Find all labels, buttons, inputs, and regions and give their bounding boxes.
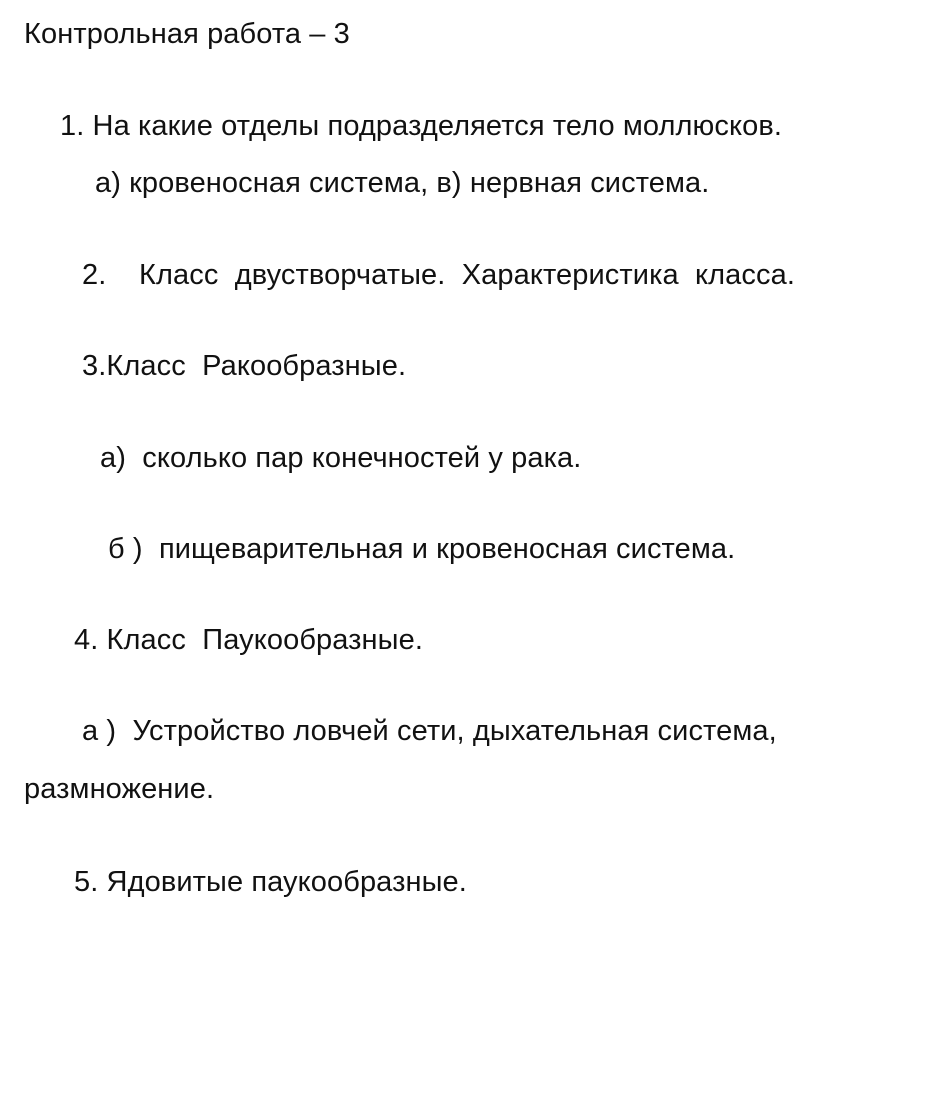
question-4-item-a: а ) Устройство ловчей сети, дыхательная система, [82, 715, 777, 747]
question-4: 4. Класс Паукообразные. [74, 624, 423, 656]
document-title: Контрольная работа – 3 [24, 18, 350, 50]
question-5: 5. Ядовитые паукообразные. [74, 866, 467, 898]
question-1-options: а) кровеносная система, в) нервная система. [95, 167, 710, 199]
question-3-item-a: а) сколько пар конечностей у рака. [100, 442, 582, 474]
question-1: 1. На какие отделы подразделяется тело моллюсков. [60, 110, 782, 142]
question-3-item-b: б ) пищеварительная и кровеносная система. [108, 533, 736, 565]
question-4-item-a-continuation: размножение. [24, 773, 215, 805]
question-2: 2. Класс двустворчатые. Характеристика класса. [82, 259, 795, 291]
question-3: 3.Класс Ракообразные. [82, 350, 407, 382]
